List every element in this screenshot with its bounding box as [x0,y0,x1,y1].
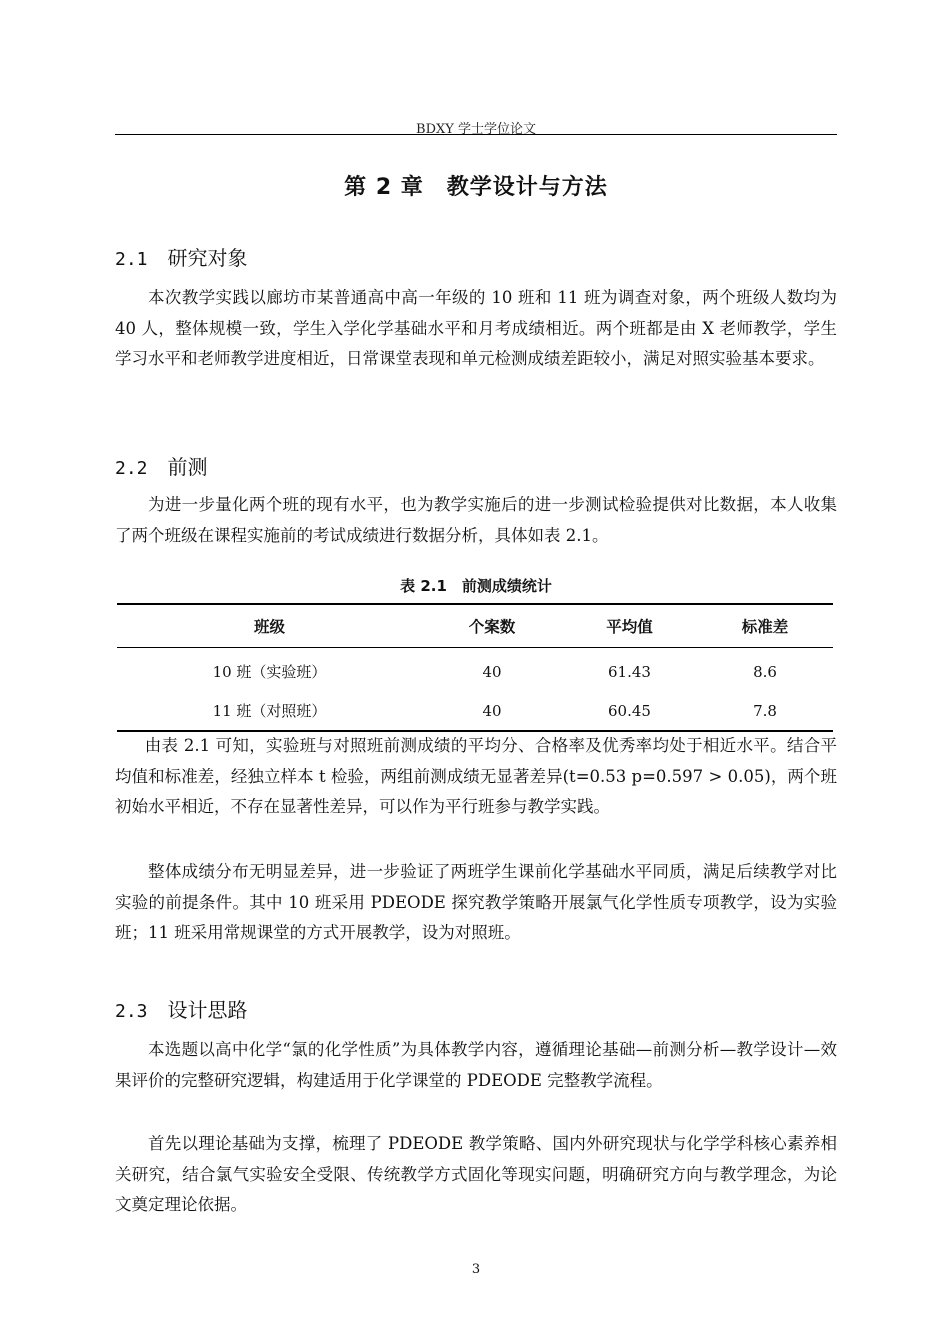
table-cell: 7.8 [753,701,777,720]
paragraph: 为进一步量化两个班的现有水平，也为教学实施后的进一步测试检验提供对比数据，本人收集了两个班级在课程实施前的考试成绩进行数据分析，具体如表 2.1。 [115,495,837,545]
table-header-cell: 标准差 [741,618,789,636]
paragraph: 本次教学实践以廊坊市某普通高中高一年级的 10 班和 11 班为调查对象，两个班级人数均为 40 人，整体规模一致，学生入学化学基础水平和月考成绩相近。两个班都是由 X 老师教学，学生学习水平和老师教学进度相近，日常课堂表现和单元检测成绩差距较小，满足对照实验基本要求。 [115,288,837,368]
table-row [117,648,833,692]
table-cell: 10 班（实验班） [212,663,327,681]
section-title: 研究对象 [167,246,248,270]
section-heading-2-3 [115,994,248,1023]
section-number: 2.2 [115,458,148,479]
table-caption: 表 2.1 前测成绩统计 [400,577,552,595]
table-row [117,691,833,731]
paragraph: 由表 2.1 可知，实验班与对照班前测成绩的平均分、合格率及优秀率均处于相近水平。结合平均值和标准差，经独立样本 t 检验，两组前测成绩无显著差异(t=0.53 p=0.597 > 0.05)，两个班初始水平相近，不存在显著性差异，可以作为平行班参与教学实践。 [115,736,837,816]
table-cell: 40 [482,701,502,720]
pretest-score-table [117,603,833,732]
running-header: BDXY 学士学位论文 [416,122,536,137]
table-header-cell: 个案数 [468,618,516,636]
paragraph: 整体成绩分布无明显差异，进一步验证了两班学生课前化学基础水平同质，满足后续教学对比实验的前提条件。其中 10 班采用 PDEODE 探究教学策略开展氯气化学性质专项教学，设为实验班；11 班采用常规课堂的方式开展教学，设为对照班。 [115,862,837,942]
section-title: 设计思路 [167,998,248,1022]
section-number: 2.1 [115,249,148,270]
section-heading-2-1 [115,242,248,271]
section-number: 2.3 [115,1001,148,1022]
section-heading-2-2 [115,451,208,480]
table-cell: 11 班（对照班） [212,702,327,720]
table-header-cell: 平均值 [606,618,653,636]
chapter-title: 第 2 章 教学设计与方法 [344,175,608,200]
table-cell: 61.43 [608,662,651,681]
paragraph: 本选题以高中化学“氯的化学性质”为具体教学内容，遵循理论基础—前测分析—教学设计—效果评价的完整研究逻辑，构建适用于化学课堂的 PDEODE 完整教学流程。 [115,1040,837,1090]
paragraph: 首先以理论基础为支撑，梳理了 PDEODE 教学策略、国内外研究现状与化学学科核心素养相关研究，结合氯气实验安全受限、传统教学方式固化等现实问题，明确研究方向与教学理念，为论文奠定理论依据。 [115,1134,837,1214]
table-cell: 40 [482,662,502,681]
page-number: 3 [471,1262,481,1277]
header-rule [115,134,837,135]
table-header-row [117,604,833,648]
table-cell: 8.6 [753,662,777,681]
table-header-cell: 班级 [253,618,285,636]
section-title: 前测 [167,455,208,479]
table-cell: 60.45 [608,701,651,720]
